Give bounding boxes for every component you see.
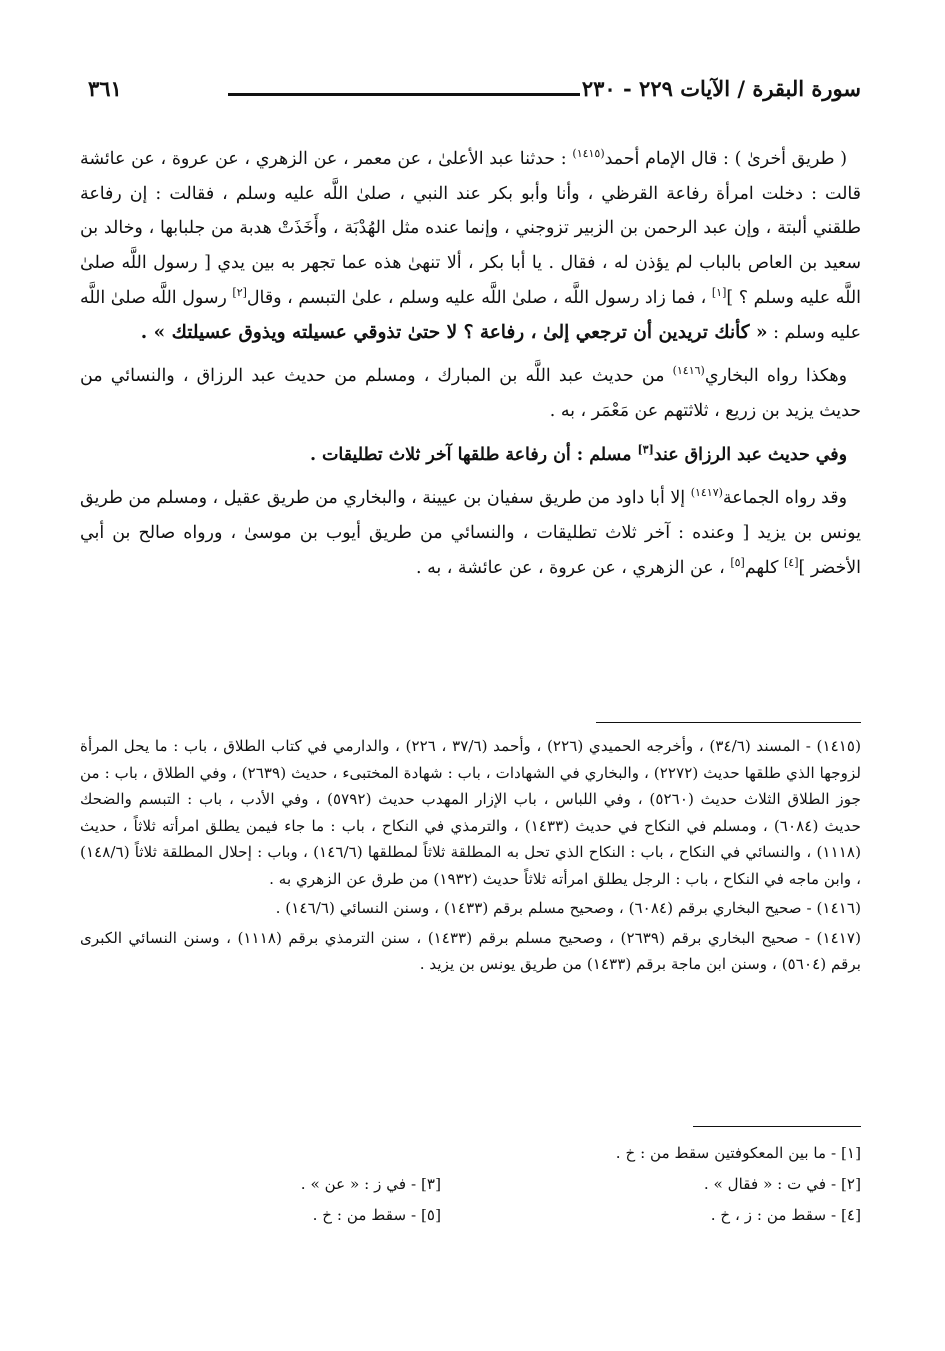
- hadith-quote: « كأنك تريدين أن ترجعي إلىٰ ، رفاعة ؟ لا حتىٰ تذوقي عسيلته ويذوق عسيلتك » .: [140, 321, 768, 343]
- running-header: [80, 76, 861, 110]
- p3-text-a: وفي حديث عبد الرزاق عند: [653, 444, 847, 465]
- footnote-1417: (١٤١٧) - صحيح البخاري برقم (٢٦٣٩) ، وصحيح مسلم برقم (١٤٣٣) ، سنن الترمذي برقم (١١١٨) ، وسنن النسائي الكبرى برقم (٥٦٠٤) ، وسنن ابن ماجة برقم (١٤٣٣) من طريق يونس بن يزيد .: [80, 928, 862, 973]
- notes-row-2: [80, 1169, 861, 1200]
- surah-title: سورة البقرة / الآيات ٢٢٩ - ٢٣٠: [581, 76, 861, 101]
- footnote-separator: [596, 722, 861, 723]
- note-ref-5: [٥]: [730, 555, 745, 569]
- p2-text-a: وهكذا رواه البخاري: [704, 366, 848, 387]
- note-ref-4: [٤]: [783, 555, 799, 569]
- p4-text-b: إلا أبا داود من طريق سفيان بن عيينة ، والبخاري من طريق عقيل ، ومسلم من طريق يونس بن يزيد [ وعنده : آخر ثلاث تطليقات ، والنسائي من طريق أيوب بن موسىٰ ، ورواه صالح بن أبي الأخضر ]: [80, 488, 861, 578]
- footnote-1416: (١٤١٦) - صحيح البخاري برقم (٦٠٨٤) ، وصحيح مسلم برقم (١٤٣٣) ، وسنن النسائي (١٤٦/٦) .: [275, 899, 861, 917]
- p1-text-c: ، فما زاد رسول اللَّه ، صلىٰ اللَّه عليه وسلم ، علىٰ التبسم ، وقال: [246, 287, 712, 308]
- footnote-ref-1417: (١٤١٧): [690, 486, 723, 500]
- editor-notes: [80, 1138, 861, 1231]
- note-ref-2: [٢]: [232, 286, 247, 300]
- header-rule: [228, 93, 580, 96]
- p1-text-b: : حدثنا عبد الأعلىٰ ، عن معمر ، عن الزهري ، عن عروة ، عن عائشة قالت : دخلت امرأة رفاعة القرظي ، وأنا وأبو بكر عند النبي ، صلىٰ اللَّه عليه وسلم ، فقالت : إن رفاعة طلقني ألبتة ، وإن عبد الرحمن بن الزبير تزوجني ، وإنما عنده مثل الهُدْبَة ، وأَخَذَتْ هدبة من جلبابها ، وخالد بن سعيد بن العاص بالباب لم يؤذن له ، فقال . يا أبا بكر ، ألا تنهىٰ هذه عما تجهر به بين يدي [ رسول اللَّه صلىٰ اللَّه عليه وسلم ؟ ]: [80, 149, 861, 308]
- notes-row-1: [80, 1138, 861, 1169]
- footnote-1415: (١٤١٥) - المسند (٣٤/٦) ، وأخرجه الحميدي (٢٢٦) ، وأحمد (٣٧/٦ ، ٢٢٦) ، والدارمي في كتاب الطلاق ، باب : ما يحل المرأة لزوجها الذي طلقها حديث (٢٢٧٢) ، والبخاري في الشهادات ، باب : شهادة المختبىء ، حديث (٢٦٣٩) ، وفي الطلاق ، باب : من جوز الطلاق الثلاث حديث (٥٢٦٠) ، وفي اللباس ، باب الإزار المهدب حديث (٥٧٩٢) ، وفي الأدب ، باب : التبسم والضحك حديث (٦٠٨٤) ، ومسلم في النكاح في حديث (١٤٣٣) ، والترمذي في النكاح ، باب : ما جاء فيمن يطلق امرأته ثلاثاً ، حديث (١١١٨) ، والنسائي في النكاح ، باب : النكاح الذي تحل به المطلقة ثلاثاً لمطلقها (١٤٦/٦) ، وباب : إحلال المطلقة ثلاثاً (١٤٨/٦) ، وابن ماجه في النكاح ، باب : الرجل يطلق امرأته ثلاثاً حديث (١٩٣٢) من طرق عن الزهري به .: [80, 737, 862, 888]
- p4-text-a: وقد رواه الجماعة: [722, 488, 848, 509]
- note-3: [٣] - في ز : « عن » .: [300, 1175, 441, 1193]
- note-2: [٢] - في ت : « فقال » .: [703, 1175, 861, 1193]
- note-ref-3: [٣]: [637, 442, 654, 456]
- footnotes: [80, 733, 861, 981]
- paragraph-3: [80, 438, 861, 473]
- page-number: ٣٦١: [88, 76, 122, 101]
- footnote-ref-1416: (١٤١٦): [672, 364, 705, 378]
- p1-text-d: رسول اللَّه صلىٰ اللَّه عليه وسلم :: [80, 287, 861, 343]
- paragraph-2: [80, 359, 861, 428]
- p4-text-c: كلهم: [744, 557, 784, 578]
- p1-text-a: ( طريق أخرىٰ ) : قال الإمام أحمد: [604, 149, 847, 169]
- note-ref-1: [١]: [711, 286, 727, 300]
- note-1: [١] - ما بين المعكوفتين سقط من : خ .: [615, 1144, 861, 1162]
- note-5: [٥] - سقط من : خ .: [312, 1206, 441, 1224]
- footnote-ref-1415: (١٤١٥): [572, 147, 605, 161]
- note-4: [٤] - سقط من : ز ، خ .: [710, 1206, 861, 1224]
- paragraph-4: [80, 481, 861, 585]
- p3-text-b: مسلم : أن رفاعة طلقها آخر ثلاث تطليقات .: [309, 444, 638, 465]
- p2-text-b: من حديث عبد اللَّه بن المبارك ، ومسلم من حديث عبد الرزاق ، والنسائي من حديث يزيد بن زريع ، ثلاثتهم عن مَعْمَر ، به .: [80, 366, 861, 421]
- paragraph-1: [80, 142, 861, 350]
- main-text: [80, 142, 861, 594]
- notes-separator: [693, 1126, 861, 1127]
- p4-text-d: ، عن الزهري ، عن عروة ، عن عائشة ، به .: [416, 557, 731, 578]
- notes-row-3: [80, 1200, 861, 1231]
